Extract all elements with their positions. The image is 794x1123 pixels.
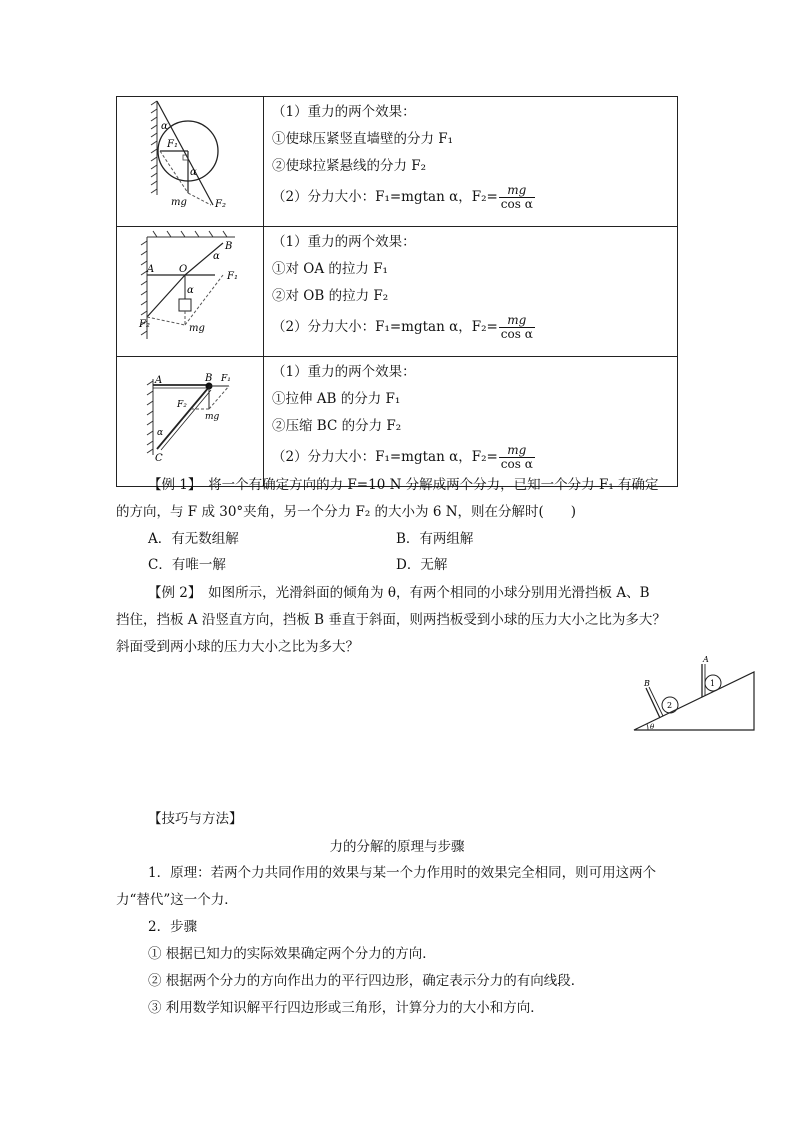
effect-2: ②压缩 BC 的分力 F₂ [272, 418, 402, 434]
f1-label: F₁ [167, 139, 178, 150]
truss-diagram [117, 357, 263, 482]
effect-1: ①使球压紧竖直墙壁的分力 F₁ [272, 131, 454, 147]
row1-text [264, 97, 678, 227]
board-a-label: A [703, 655, 709, 664]
example1-line2: 的方向，与 F 成 30°夹角，另一个分力 F₂ 的大小为 6 N，则在分解时( ) [116, 504, 577, 520]
step-1: ① 根据已知力的实际效果确定两个分力的方向． [148, 946, 436, 962]
mg-label: mg [189, 323, 205, 334]
mg-label: mg [205, 412, 220, 422]
principle-line1: 1．原理：若两个力共同作用的效果与某一个力作用时的效果完全相同，则可用这两个 [148, 865, 657, 881]
fraction [499, 444, 535, 471]
mg-label: mg [171, 197, 187, 208]
f1-label: F₁ [227, 271, 238, 282]
option-c: C．有唯一解 [148, 557, 226, 573]
board-b-label: B [644, 679, 650, 688]
a-label: A [155, 375, 163, 386]
effect-2: ②使球拉紧悬线的分力 F₂ [272, 158, 427, 174]
f2-label: F₂ [139, 319, 150, 330]
magnitude-line [272, 180, 677, 214]
example2-line3: 斜面受到两小球的压力大小之比为多大？ [116, 639, 359, 655]
magnitude-line [272, 440, 677, 474]
f2-label: F₂ [177, 400, 187, 410]
fraction [499, 184, 535, 211]
alpha-label: α [190, 167, 197, 178]
wall-sphere-diagram [117, 97, 263, 222]
ball-1-label: 1 [710, 679, 716, 688]
c-label: C [155, 453, 163, 464]
row3-text [264, 357, 678, 487]
steps-heading: 2．步骤 [148, 919, 198, 935]
alpha-label: α [157, 428, 164, 438]
option-b: B．有两组解 [396, 531, 474, 547]
f2-label: F₂ [215, 199, 226, 210]
b-label: B [205, 373, 213, 384]
alpha-label: α [161, 121, 168, 132]
alpha-label: α [213, 251, 220, 262]
effect-heading: （1）重力的两个效果： [272, 234, 416, 250]
table-row [117, 227, 678, 357]
row2-text [264, 227, 678, 357]
fraction-numerator: mg [499, 184, 535, 198]
method-tag: 【技巧与方法】 [148, 811, 243, 827]
ball-2-label: 2 [667, 701, 673, 710]
table-row [117, 97, 678, 227]
alpha-label: α [187, 285, 194, 296]
f1-label: F₁ [221, 374, 231, 384]
incline-diagram [630, 652, 760, 736]
step-3: ③ 利用数学知识解平行四边形或三角形，计算分力的大小和方向． [148, 1000, 544, 1016]
a-label: A [147, 264, 155, 275]
step-2: ② 根据两个分力的方向作出力的平行四边形，确定表示分力的有向线段． [148, 973, 585, 989]
decomposition-table [116, 96, 678, 487]
method-title: 力的分解的原理与步骤 [329, 839, 465, 855]
effect-heading: （1）重力的两个效果： [272, 104, 416, 120]
fraction-numerator: mg [499, 444, 535, 458]
magnitude-line [272, 310, 677, 344]
fraction-numerator: mg [499, 314, 535, 328]
example1-line1: 【例 1】 将一个有确定方向的力 F=10 N 分解成两个分力，已知一个分力 F₁ 有确定 [148, 477, 659, 493]
wall-sphere-figure [117, 97, 264, 227]
fraction-denominator: cos α [500, 457, 533, 471]
effect-heading: （1）重力的两个效果： [272, 364, 416, 380]
principle-line2: 力“替代”这一个力． [116, 892, 238, 908]
magnitude-prefix: （2）分力大小：F₁=mgtan α，F₂= [272, 449, 498, 465]
fraction [499, 314, 535, 341]
fraction-denominator: cos α [500, 327, 533, 341]
option-d: D．无解 [396, 557, 448, 573]
o-label: O [179, 264, 188, 275]
effect-1: ①对 OA 的拉力 F₁ [272, 261, 388, 277]
option-a: A．有无数组解 [148, 531, 239, 547]
example2-line1: 【例 2】 如图所示，光滑斜面的倾角为 θ，有两个相同的小球分别用光滑挡板 A、B [148, 585, 650, 601]
bracket-diagram [117, 227, 263, 352]
theta-label: θ [650, 723, 655, 731]
truss-figure [117, 357, 264, 487]
bracket-figure [117, 227, 264, 357]
fraction-denominator: cos α [500, 197, 533, 211]
example2-line2: 挡住，挡板 A 沿竖直方向，挡板 B 垂直于斜面，则两挡板受到小球的压力大小之比为多大？ [116, 612, 666, 628]
table-row [117, 357, 678, 487]
effect-2: ②对 OB 的拉力 F₂ [272, 288, 389, 304]
magnitude-prefix: （2）分力大小：F₁=mgtan α，F₂= [272, 189, 498, 205]
effect-1: ①拉伸 AB 的分力 F₁ [272, 391, 401, 407]
magnitude-prefix: （2）分力大小：F₁=mgtan α，F₂= [272, 319, 498, 335]
b-label: B [225, 241, 233, 252]
